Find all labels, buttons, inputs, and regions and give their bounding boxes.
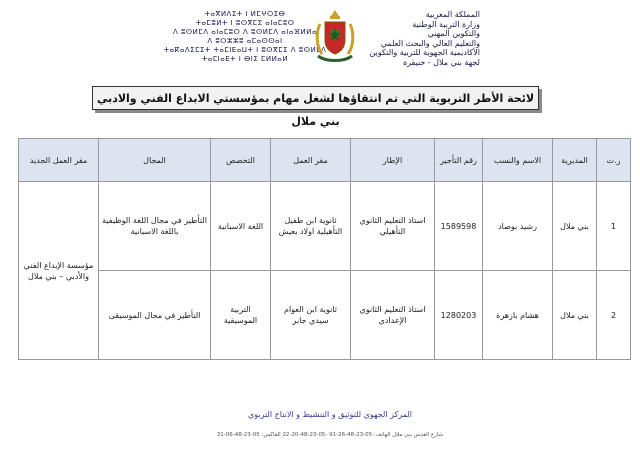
header-cell: مقر العمل [271, 139, 351, 182]
directorate-cell: بني ملال [553, 271, 597, 360]
row-number: 1 [597, 182, 631, 271]
footer-center-name: المركز الجهوي للتوثيق و التنشيط و الانتاج التربوي [247, 410, 413, 419]
field-cell: التأطير في مجال اللغة الوظيفية باللغة الاسبانية [99, 182, 211, 271]
header-line: والتكوين المهني [427, 29, 480, 38]
table-row [19, 182, 631, 271]
directorate-cell: بني ملال [553, 182, 597, 271]
header-cell: الاسم والنسب [483, 139, 553, 182]
header-cell: الإطار [351, 139, 435, 182]
header-line: ⵜⴰⴽⴰⴷⵉⵎⵉⵜ ⵜⴰⵎⵏⴹⴰⵡⵜ ⵏ ⵓⵙⴳⵎⵉ ⴷ ⵓⵙⵍⵎⴷ [163, 46, 327, 54]
payroll-cell: 1280203 [435, 271, 483, 360]
header-line: لجهة بني ملال - خنيفرة [402, 57, 480, 67]
header-line: ⴷ ⵓⵙⵍⵎⴷ ⴰⵏⴰⵎⵓⵔ ⴷ ⵓⵙⵍⵎⴷ ⴰⵏⴰⴼⵍⵍⴰ [172, 28, 318, 36]
field-cell: التأطير في مجال الموسيقى [99, 271, 211, 360]
staff-table [18, 138, 631, 360]
document-title-box [92, 86, 539, 128]
name-cell: رشيد بوصاد [483, 182, 553, 271]
header-arabic [330, 10, 480, 67]
header-line: وزارة التربية الوطنية [412, 19, 480, 29]
header-line: ⵜⴰⵎⵓⵍⵜ ⵏ ⵓⵙⴳⵎⵉ ⴰⵏⴰⵎⵓⵔ [195, 19, 295, 27]
workplace-cell: ثانوية ابن العوام سيدي جابر [271, 271, 351, 360]
header-cell: المجال [99, 139, 211, 182]
table-header-row [19, 139, 631, 182]
new-workplace-cell: مؤسسة الإبداع الفني والأدبي – بني ملال [19, 182, 99, 360]
header-line: ⵜⴰⵎⵏⴰⴹⵜ ⵏ ⴱⵏⵉ ⵎⵍⵍⴰⵍ [201, 55, 289, 63]
header-line: المملكة المغربية [425, 10, 480, 19]
cadre-cell: استاذ التعليم الثانوي التأهيلي [351, 182, 435, 271]
header-line: ⵜⴰⴳⵍⴷⵉⵜ ⵏ ⵍⵎⵖⵔⵉⴱ [204, 10, 286, 18]
header-line: ⴷ ⵓⵔⵣⵣⵓ ⴰⵎⴰⵙⵙⴰⵏ [207, 37, 283, 45]
specialty-cell: التربية الموسيقية [211, 271, 271, 360]
specialty-cell: اللغة الاسبانية [211, 182, 271, 271]
header-line: الأكاديمية الجهوية للتربية والتكوين [369, 48, 480, 57]
payroll-cell: 1589598 [435, 182, 483, 271]
header-cell: ر.ت [597, 139, 631, 182]
header-cell: التخصص [211, 139, 271, 182]
footer-contact: شارع القدس بني ملال الهاتف: 05-23-48-26-91 -05-23-48-20-22 الفاكس: 05-23-48-06-31 [216, 432, 444, 438]
table-row [19, 271, 631, 360]
document-title: لائحة الأطر التربوية التي تم انتقاؤها لشغل مهام بمؤسستي الابداع الفني والادبي بني ملال [96, 92, 535, 128]
cadre-cell: استاذ التعليم الثانوي الإعدادي [351, 271, 435, 360]
name-cell: هشام بازهرة [483, 271, 553, 360]
header-cell: رقم التأجير [435, 139, 483, 182]
header-cell: مقر العمل الجديد [19, 139, 99, 182]
header-cell: المديرية [553, 139, 597, 182]
row-number: 2 [597, 271, 631, 360]
header-line: والتعليم العالي والبحث العلمي [380, 38, 480, 48]
workplace-cell: ثانوية ابن طفيل التأهيلية اولاد يعيش [271, 182, 351, 271]
